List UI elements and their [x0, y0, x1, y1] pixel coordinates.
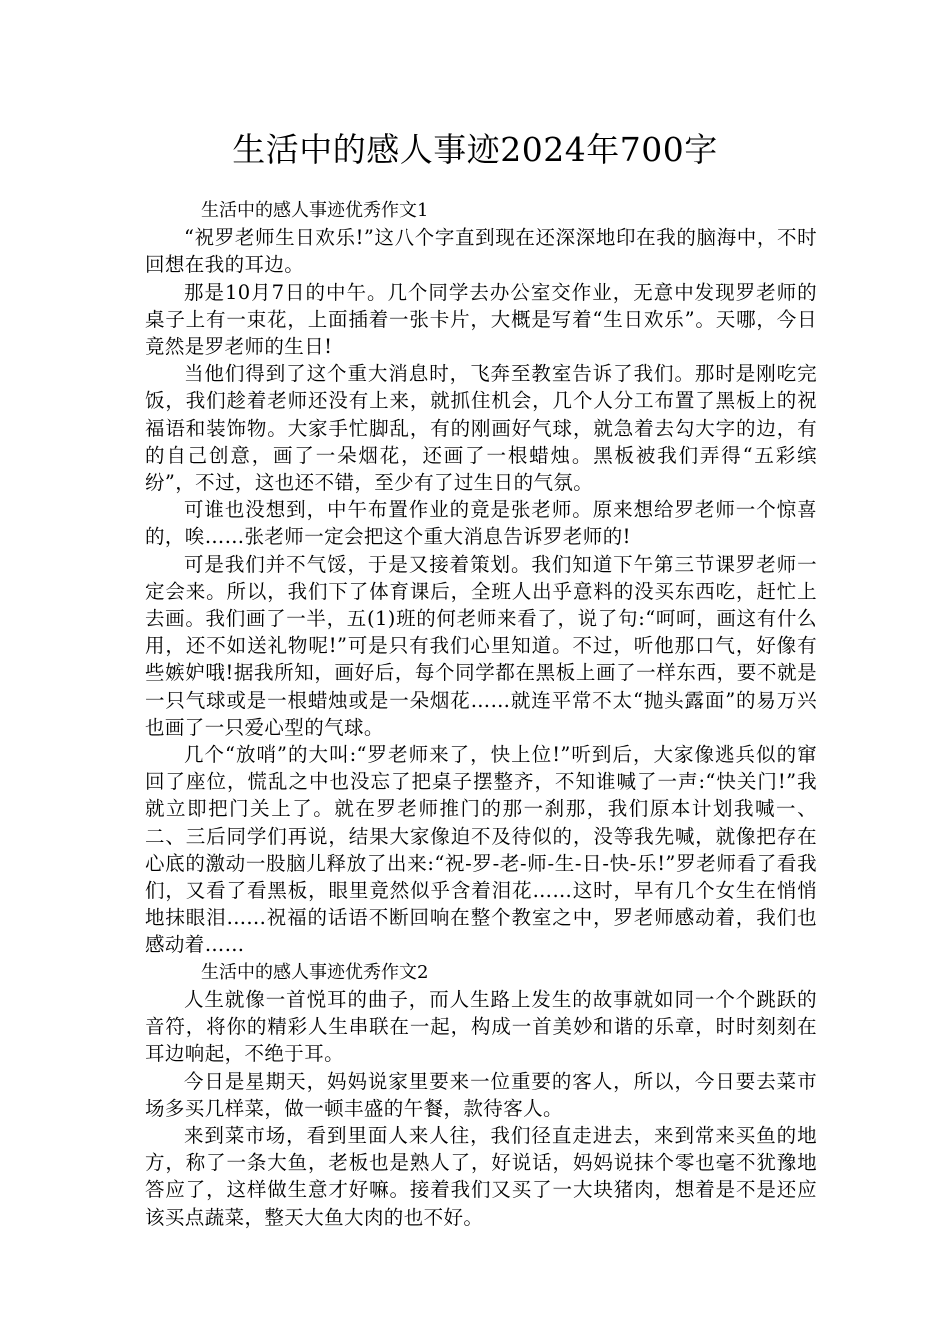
- document-title: 生活中的感人事迹2024年700字: [232, 130, 718, 169]
- paragraph: 人生就像一首悦耳的曲子，而人生路上发生的故事就如同一个个跳跃的音符，将你的精彩人生串联在一起，构成一首美妙和谐的乐章，时时刻刻在耳边响起，不绝于耳。: [145, 987, 817, 1066]
- paragraph: 今日是星期天，妈妈说家里要来一位重要的客人，所以，今日要去菜市场多买几样菜，做一顿丰盛的午餐，款待客人。: [145, 1069, 817, 1120]
- paragraph: 几个“放哨”的大叫:“罗老师来了，快上位!”听到后，大家像逃兵似的窜回了座位，慌乱之中也没忘了把桌子摆整齐，不知谁喊了一声:“快关门!”我就立即把门关上了。就在罗老师推门的那一刹那，我们原本计划我喊一、二、三后同学们再说，结果大家像迫不及待似的，没等我先喊，就像把存在心底的激动一股脑儿释放了出来:“祝-罗-老-师-生-日-快-乐!”罗老师看了看我们，又看了看黑板，眼里竟然似乎含着泪花……这时，早有几个女生在悄悄地抹眼泪......祝福的话语不断回响在整个教室之中，罗老师感动着，我们也感动着……: [145, 743, 817, 957]
- paragraph: 来到菜市场，看到里面人来人往，我们径直走进去，来到常来买鱼的地方，称了一条大鱼，老板也是熟人了，好说话，妈妈说抹个零也毫不犹豫地答应了，这样做生意才好嘛。接着我们又买了一大块猪肉，想着是不是还应该买点蔬菜，整天大鱼大肉的也不好。: [145, 1123, 817, 1229]
- paragraph: 可谁也没想到，中午布置作业的竟是张老师。原来想给罗老师一个惊喜的，唉……张老师一定会把这个重大消息告诉罗老师的!: [145, 498, 817, 549]
- paragraph: 可是我们并不气馁，于是又接着策划。我们知道下午第三节课罗老师一定会来。所以，我们下了体育课后，全班人出乎意料的没买东西吃，赶忙上去画。我们画了一半，五(1)班的何老师来看了，说了句:“呵呵，画这有什么用，还不如送礼物呢!”可是只有我们心里知道。不过，听他那口气，好像有些嫉妒哦!据我所知，画好后，每个同学都在黑板上画了一样东西，要不就是一只气球或是一根蜡烛或是一朵烟花……就连平常不太“抛头露面”的易万兴也画了一只爱心型的气球。: [145, 552, 817, 739]
- paragraph: 那是10月7日的中午。几个同学去办公室交作业，无意中发现罗老师的桌子上有一束花，上面插着一张卡片，大概是写着“生日欢乐”。天哪，今日竟然是罗老师的生日!: [145, 280, 817, 359]
- paragraph: “祝罗老师生日欢乐!”这八个字直到现在还深深地印在我的脑海中，不时回想在我的耳边。: [145, 226, 817, 277]
- document-body: [145, 197, 817, 1231]
- section-heading: 生活中的感人事迹优秀作文1: [201, 200, 429, 221]
- paragraph: 当他们得到了这个重大消息时，飞奔至教室告诉了我们。那时是刚吃完饭，我们趁着老师还没有上来，就抓住机会，几个人分工布置了黑板上的祝福语和装饰物。大家手忙脚乱，有的刚画好气球，就急着去勾大字的边，有的自己创意，画了一朵烟花，还画了一根蜡烛。黑板被我们弄得“五彩缤纷”，不过，这也还不错，至少有了过生日的气氛。: [145, 362, 817, 495]
- section-heading: 生活中的感人事迹优秀作文2: [201, 961, 429, 983]
